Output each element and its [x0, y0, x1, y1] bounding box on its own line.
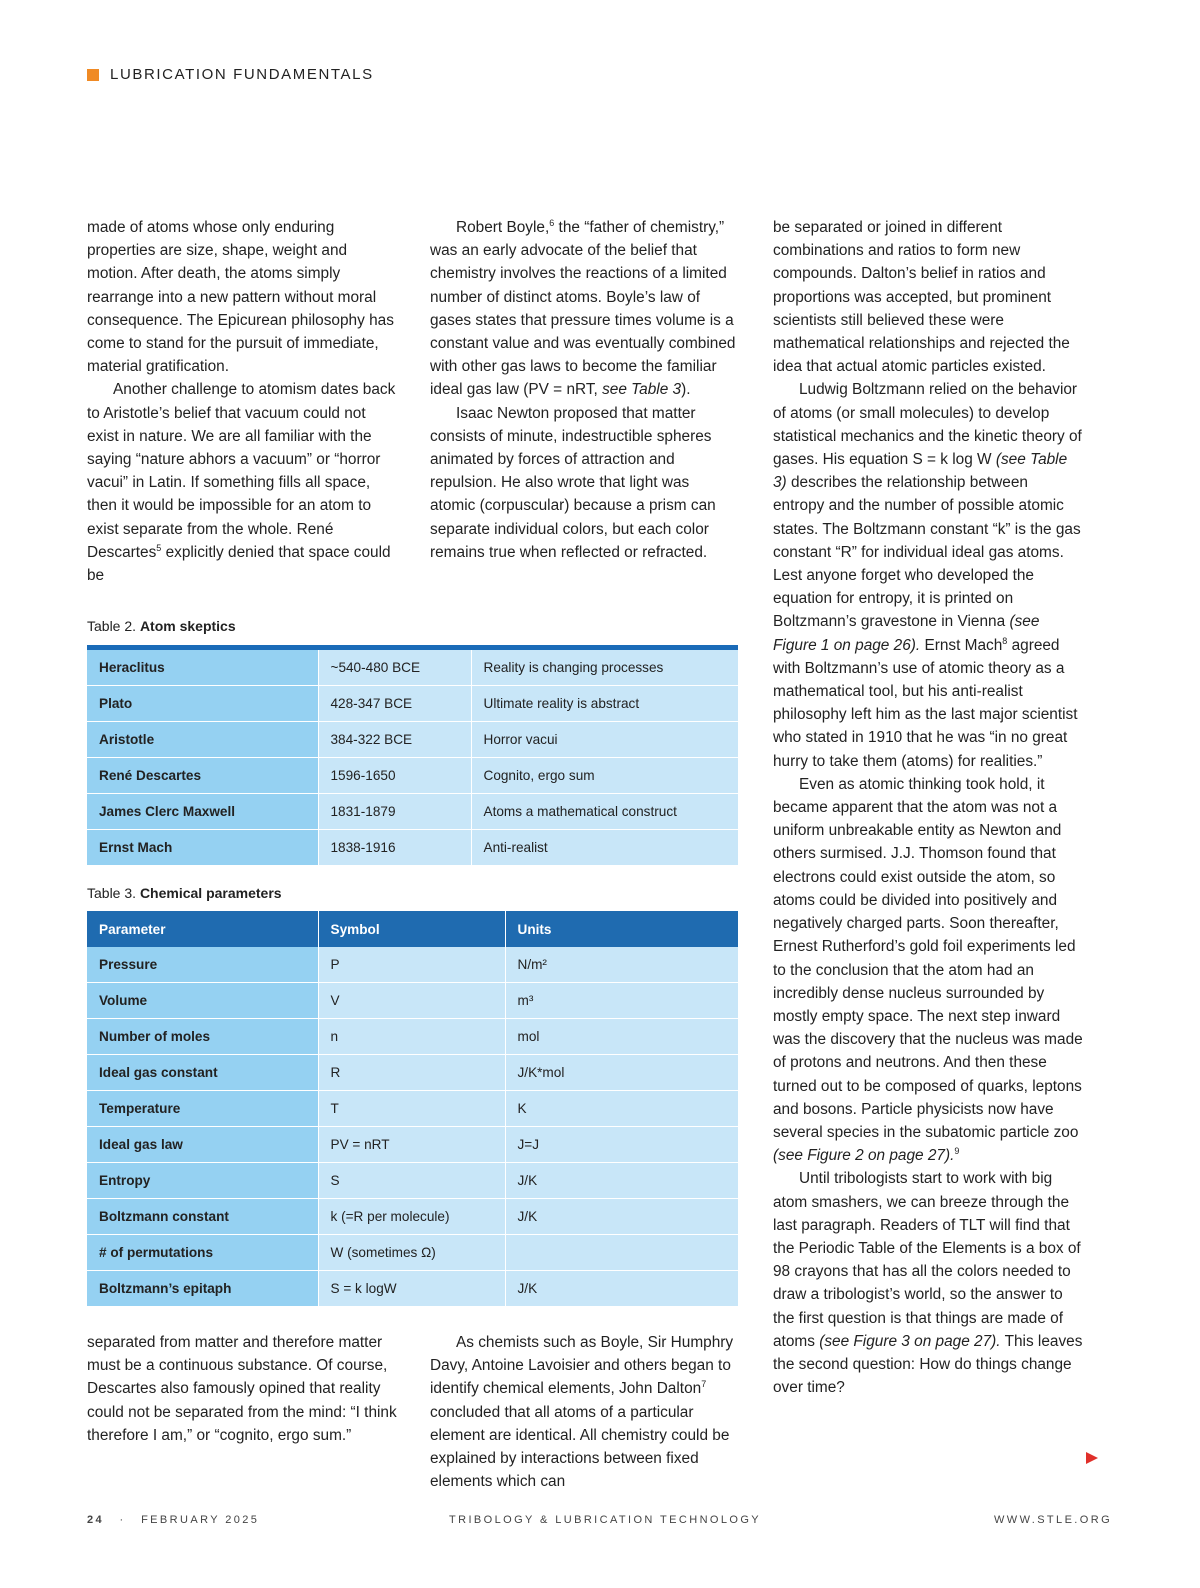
table-cell: ~540-480 BCE: [318, 648, 471, 686]
table-cell: Pressure: [87, 947, 318, 983]
table-row: [87, 1127, 738, 1163]
table-cell: Ultimate reality is abstract: [471, 686, 738, 722]
table-header-row: [87, 911, 738, 947]
table-cell: Volume: [87, 983, 318, 1019]
table-cell: n: [318, 1019, 505, 1055]
table-cell: Boltzmann constant: [87, 1199, 318, 1235]
page-number: 24: [87, 1514, 105, 1526]
table-cell: Number of moles: [87, 1019, 318, 1055]
table-cell: 1596-1650: [318, 758, 471, 794]
table-row: [87, 1163, 738, 1199]
paragraph: separated from matter and therefore matter must be a continuous substance. Of course, Descartes also famously opined that reality could not be separated from the mind: “I think therefore I am,” or “cognito, ergo sum.”: [87, 1334, 397, 1444]
table-cell: [505, 1235, 738, 1271]
table-cell: Ernst Mach: [87, 830, 318, 866]
table-cell: 1831-1879: [318, 794, 471, 830]
table-cell: Reality is changing processes: [471, 648, 738, 686]
table-cell: m³: [505, 983, 738, 1019]
table-cell: Entropy: [87, 1163, 318, 1199]
table-cell: Heraclitus: [87, 648, 318, 686]
paragraph: Another challenge to atomism dates back to Aristotle’s belief that vacuum could not exist in nature. We are all familiar with the saying “nature abhors a vacuum” or “horror vacui” in Latin. If something fills all space, then it would be impossible for an atom to exist separate from the whole. René Descartes$^5$ explicitly denied that space could be: [87, 381, 396, 585]
table-cell: 428-347 BCE: [318, 686, 471, 722]
footer-page-info: [87, 1514, 259, 1526]
paragraph: made of atoms whose only enduring properties are size, shape, weight and motion. After death, the atoms simply rearrange into a new pattern without moral consequence. The Epicurean philosophy has come to stand for the pursuit of immediate, material gratification.: [87, 219, 394, 376]
table-row: [87, 722, 738, 758]
table-cell: P: [318, 947, 505, 983]
column-3: [773, 216, 1083, 1399]
table-cell: Cognito, ergo sum: [471, 758, 738, 794]
table-cell: James Clerc Maxwell: [87, 794, 318, 830]
table-row: [87, 1235, 738, 1271]
footer-dot: ·: [119, 1514, 126, 1526]
table-3-caption: Table 3. Chemical parameters: [87, 885, 282, 901]
paragraph: Until tribologists start to work with big atom smashers, we can breeze through the last paragraph. Readers of TLT will find that the Periodic Table of the Elements is a box of 98 crayons that has all the colors needed to draw a tribologist’s world, so the answer to the first question is that things are made of atoms (see Figure 3 on page 27). This leaves the second question: How do things change over time?: [773, 1170, 1083, 1397]
table-2-caption: Table 2. Atom skeptics: [87, 618, 236, 634]
paragraph: As chemists such as Boyle, Sir Humphry Davy, Antoine Lavoisier and others began to identify chemical elements, John Dalton$^7$ concluded that all atoms of a particular element are identical. All chemistry could be explained by interactions between fixed elements which can: [430, 1334, 734, 1491]
table-cell: K: [505, 1091, 738, 1127]
column-header: Symbol: [318, 911, 505, 947]
table-atom-skeptics: [87, 645, 738, 866]
paragraph: Even as atomic thinking took hold, it became apparent that the atom was not a uniform unbreakable entity as Newton and others surmised. J.J. Thomson found that electrons could exist outside the atom, so atoms could be divided into positively and negatively charged parts. Soon thereafter, Ernest Rutherford’s gold foil experiments led to the conclusion that the atom had an incredibly dense nucleus surrounded by mostly empty space. The next step inward was the discovery that the nucleus was made of protons and neutrons. And then these turned out to be composed of quarks, leptons and bosons. Particle physicists now have several species in the subatomic particle zoo (see Figure 2 on page 27).$^9$: [773, 775, 1083, 1165]
table-row: [87, 648, 738, 686]
table-cell: R: [318, 1055, 505, 1091]
paragraph: be separated or joined in different combinations and ratios to form new compounds. Dalton’s belief in ratios and proportions was accepted, but prominent scientists still believed these were mathematical relationships and rejected the idea that actual atomic particles existed.: [773, 219, 1070, 376]
table-cell: 384-322 BCE: [318, 722, 471, 758]
section-header: [87, 66, 374, 83]
table-cell: Boltzmann’s epitaph: [87, 1271, 318, 1307]
paragraph: Robert Boyle,$^6$ the “father of chemistry,” was an early advocate of the belief that chemistry involves the reactions of a limited number of distinct atoms. Boyle’s law of gases states that pressure times volume is a constant value and was eventually combined with other gas laws to become the familiar ideal gas law (PV = nRT, see Table 3).: [430, 217, 736, 399]
table-cell: J/K: [505, 1199, 738, 1235]
table-row: [87, 983, 738, 1019]
table-cell: J/K*mol: [505, 1055, 738, 1091]
table-cell: Plato: [87, 686, 318, 722]
table-cell: V: [318, 983, 505, 1019]
table-cell: W (sometimes Ω): [318, 1235, 505, 1271]
section-title: LUBRICATION FUNDAMENTALS: [110, 66, 374, 83]
table-cell: 1838-1916: [318, 830, 471, 866]
orange-square-icon: [87, 69, 99, 81]
table-cell: mol: [505, 1019, 738, 1055]
table-cell: T: [318, 1091, 505, 1127]
table-cell: # of permutations: [87, 1235, 318, 1271]
table-row: [87, 1199, 738, 1235]
table-cell: J=J: [505, 1127, 738, 1163]
table-row: [87, 794, 738, 830]
table-cell: Ideal gas constant: [87, 1055, 318, 1091]
table-row: [87, 947, 738, 983]
column-2-top: [430, 216, 738, 564]
column-header: Parameter: [87, 911, 318, 947]
table-cell: Atoms a mathematical construct: [471, 794, 738, 830]
footer-url: WWW.STLE.ORG: [994, 1514, 1113, 1526]
table-cell: k (=R per molecule): [318, 1199, 505, 1235]
paragraph: Ludwig Boltzmann relied on the behavior of atoms (or small molecules) to develop statistical mechanics and the kinetic theory of gases. His equation S = k log W (see Table 3) describes the relationship between entropy and the number of possible atomic states. The Boltzmann constant “k” is the gas constant “R” for individual ideal gas atoms. Lest anyone forget who developed the equation for entropy, it is printed on Boltzmann’s gravestone in Vienna (see Figure 1 on page 26). Ernst Mach$^8$ agreed with Boltzmann’s use of atomic theory as a mathematical tool, but his anti-realist philosophy left him as the last major scientist who stated in 1910 that he was “in no great hurry to take them (atoms) for realities.”: [773, 381, 1082, 770]
column-2-bottom: [430, 1331, 738, 1493]
table-cell: S = k logW: [318, 1271, 505, 1307]
table-cell: Anti-realist: [471, 830, 738, 866]
table-cell: René Descartes: [87, 758, 318, 794]
table-cell: J/K: [505, 1271, 738, 1307]
table-row: [87, 686, 738, 722]
table-row: [87, 1271, 738, 1307]
table-row: [87, 830, 738, 866]
table-row: [87, 758, 738, 794]
table-cell: N/m²: [505, 947, 738, 983]
footer-date: FEBRUARY 2025: [141, 1514, 260, 1526]
table-row: [87, 1091, 738, 1127]
table-row: [87, 1055, 738, 1091]
table-cell: Aristotle: [87, 722, 318, 758]
table-cell: J/K: [505, 1163, 738, 1199]
table-cell: Ideal gas law: [87, 1127, 318, 1163]
table-row: [87, 1019, 738, 1055]
continue-arrow-icon: [1086, 1452, 1098, 1464]
table-cell: S: [318, 1163, 505, 1199]
paragraph: Isaac Newton proposed that matter consists of minute, indestructible spheres animated by forces of attraction and repulsion. He also wrote that light was atomic (corpuscular) because a prism can separate individual colors, but each color remains true when reflected or refracted.: [430, 404, 716, 561]
footer-magazine: TRIBOLOGY & LUBRICATION TECHNOLOGY: [449, 1514, 762, 1526]
column-1-top: [87, 216, 397, 587]
column-1-bottom: [87, 1331, 397, 1447]
table-cell: PV = nRT: [318, 1127, 505, 1163]
table-cell: Horror vacui: [471, 722, 738, 758]
column-header: Units: [505, 911, 738, 947]
table-cell: Temperature: [87, 1091, 318, 1127]
table-chemical-parameters: [87, 911, 738, 1307]
